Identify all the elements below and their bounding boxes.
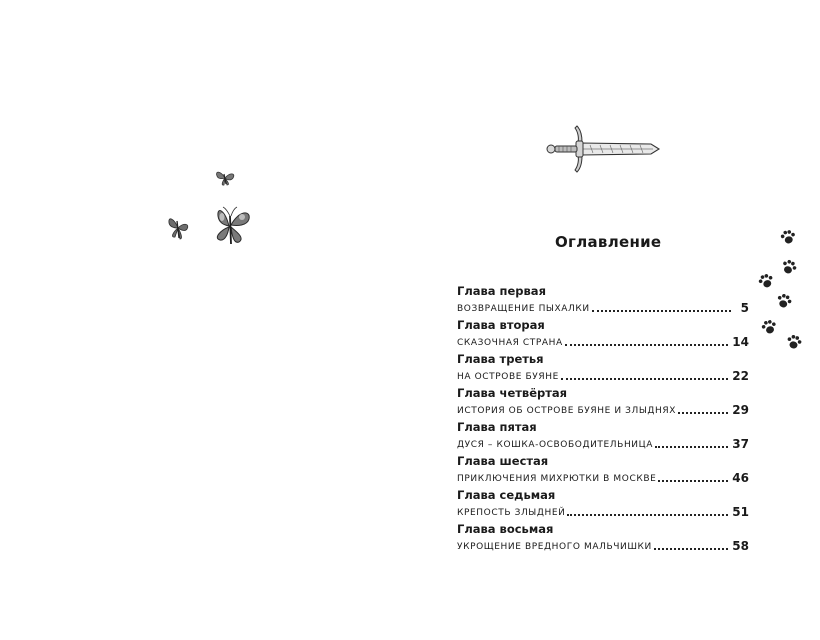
toc-entry-4[interactable] xyxy=(457,386,749,420)
page-number: 22 xyxy=(732,369,749,383)
chapter-name: УКРОЩЕНИЕ ВРЕДНОГО МАЛЬЧИШКИ xyxy=(457,542,652,552)
butterfly-large-icon xyxy=(207,204,255,248)
dot-leader xyxy=(678,412,728,414)
dot-leader xyxy=(654,548,728,550)
butterfly-small-icon xyxy=(212,164,238,190)
chapter-label: Глава пятая xyxy=(457,420,537,434)
toc-entry-6[interactable] xyxy=(457,454,749,488)
page-number: 14 xyxy=(732,335,749,349)
page-number: 46 xyxy=(732,471,749,485)
toc-entry-1[interactable] xyxy=(457,284,749,318)
toc-entry-7[interactable] xyxy=(457,488,749,522)
dot-leader xyxy=(655,446,728,448)
toc-entry-2[interactable] xyxy=(457,318,749,352)
toc-entry-8[interactable] xyxy=(457,522,749,556)
toc-entry-5[interactable] xyxy=(457,420,749,454)
chapter-name: ПРИКЛЮЧЕНИЯ МИХРЮТКИ В МОСКВЕ xyxy=(457,474,657,484)
page-number: 51 xyxy=(732,505,749,519)
chapter-label: Глава первая xyxy=(457,284,546,298)
table-of-contents xyxy=(457,284,749,556)
page-number: 29 xyxy=(732,403,749,417)
page-number: 37 xyxy=(732,437,749,451)
paw-print-icon xyxy=(784,332,805,353)
chapter-label: Глава восьмая xyxy=(457,522,554,536)
chapter-name: НА ОСТРОВЕ БУЯНЕ xyxy=(457,372,559,382)
chapter-name: КРЕПОСТЬ ЗЛЫДНЕЙ xyxy=(457,508,566,518)
dot-leader xyxy=(658,480,728,482)
chapter-label: Глава вторая xyxy=(457,318,545,332)
dot-leader xyxy=(567,514,728,516)
chapter-label: Глава четвёртая xyxy=(457,386,568,400)
chapter-label: Глава шестая xyxy=(457,454,549,468)
page-number: 58 xyxy=(732,539,749,553)
chapter-label: Глава седьмая xyxy=(457,488,556,502)
dot-leader xyxy=(561,378,728,380)
sword-icon xyxy=(545,118,661,176)
toc-entry-3[interactable] xyxy=(457,352,749,386)
dot-leader xyxy=(565,344,729,346)
toc-title: Оглавление xyxy=(555,233,662,251)
chapter-name: ВОЗВРАЩЕНИЕ ПЫХАЛКИ xyxy=(457,304,590,314)
chapter-name: СКАЗОЧНАЯ СТРАНА xyxy=(457,338,563,348)
chapter-name: ДУСЯ – КОШКА-ОСВОБОДИТЕЛЬНИЦА xyxy=(457,440,653,450)
chapter-name: ИСТОРИЯ ОБ ОСТРОВЕ БУЯНЕ И ЗЛЫДНЯХ xyxy=(457,406,677,416)
dot-leader xyxy=(592,310,731,312)
butterfly-left-icon xyxy=(162,212,194,244)
page-number: 5 xyxy=(740,301,749,315)
chapter-label: Глава третья xyxy=(457,352,544,366)
